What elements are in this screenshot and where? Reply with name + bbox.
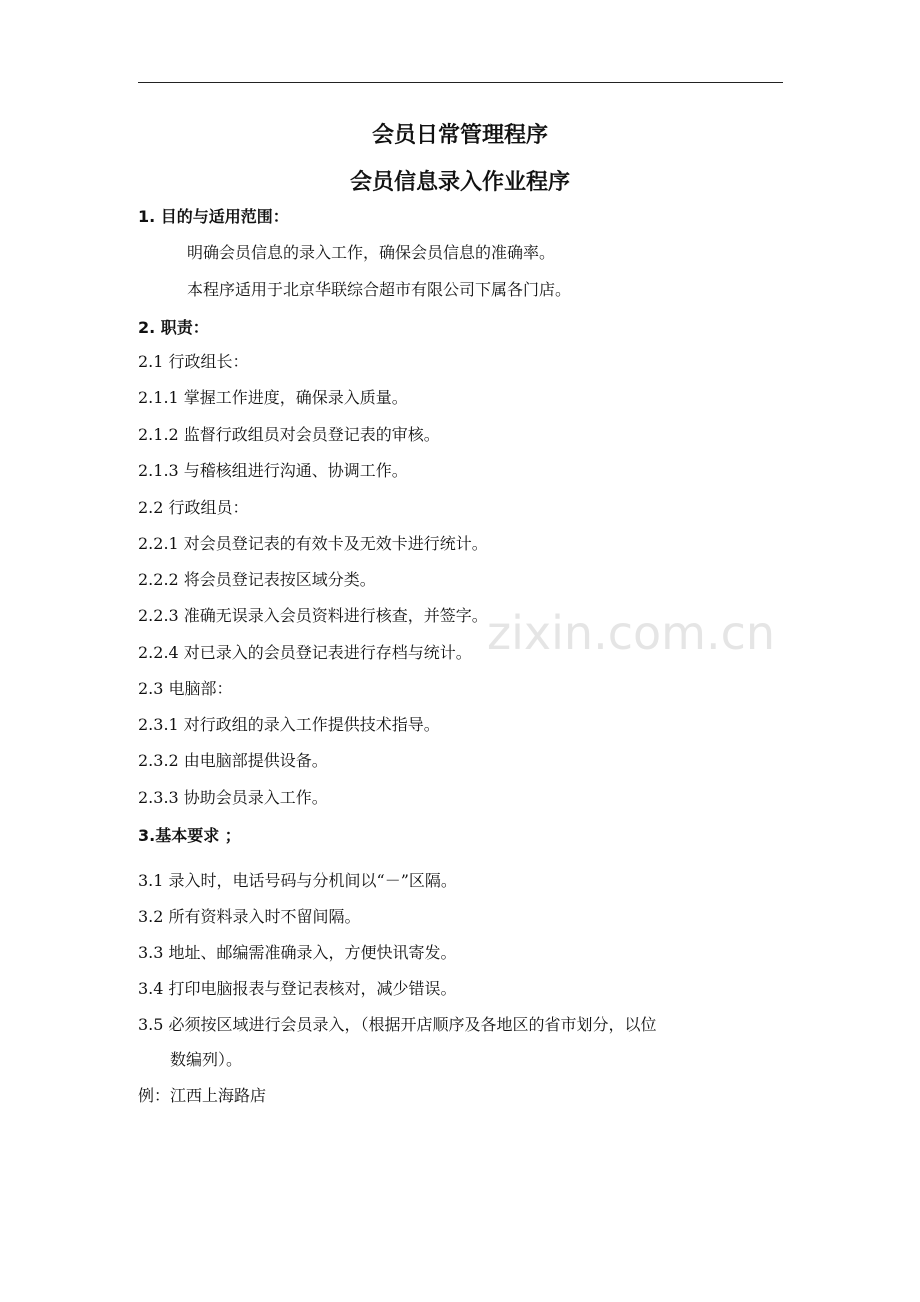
document-title: 会员日常管理程序 [371,123,548,148]
list-item: 2.2.3 准确无误录入会员资料进行核查，并签字。 [138,606,488,625]
list-item: 3.1 录入时，电话号码与分机间以“－”区隔。 [138,871,457,890]
list-item: 3.4 打印电脑报表与登记表核对，减少错误。 [138,979,457,998]
list-item-continuation: 数编列）。 [170,1050,243,1069]
subsection-heading: 2.3 电脑部： [138,679,233,698]
list-item: 3.2 所有资料录入时不留间隔。 [138,907,361,926]
list-item: 2.1.3 与稽核组进行沟通、协调工作。 [138,461,408,480]
example-line: 例：江西上海路店 [138,1086,267,1105]
section-heading-duties: 2. 职责： [138,318,209,337]
header-rule [138,82,783,83]
subsection-heading: 2.2 行政组员： [138,498,249,517]
section-heading-requirements: 3.基本要求 ； [138,826,241,845]
paragraph-line: 明确会员信息的录入工作，确保会员信息的准确率。 [187,243,556,262]
paragraph-line: 本程序适用于北京华联综合超市有限公司下属各门店。 [187,280,572,299]
list-item: 2.2.2 将会员登记表按区域分类。 [138,570,376,589]
list-item: 2.2.1 对会员登记表的有效卡及无效卡进行统计。 [138,534,488,553]
list-item: 2.3.2 由电脑部提供设备。 [138,751,328,770]
subsection-heading: 2.1 行政组长： [138,352,249,371]
list-item: 3.5 必须按区域进行会员录入，（根据开店顺序及各地区的省市划分，以位 [138,1015,657,1034]
list-item: 2.2.4 对已录入的会员登记表进行存档与统计。 [138,643,472,662]
section-heading-purpose: 1. 目的与适用范围： [138,207,289,226]
document-subtitle: 会员信息录入作业程序 [349,170,570,195]
list-item: 2.1.2 监督行政组员对会员登记表的审核。 [138,425,440,444]
list-item: 3.3 地址、邮编需准确录入，方便快讯寄发。 [138,943,457,962]
watermark: zixin.com.cn [487,606,776,660]
list-item: 2.1.1 掌握工作进度，确保录入质量。 [138,388,408,407]
list-item: 2.3.3 协助会员录入工作。 [138,788,328,807]
list-item: 2.3.1 对行政组的录入工作提供技术指导。 [138,715,440,734]
